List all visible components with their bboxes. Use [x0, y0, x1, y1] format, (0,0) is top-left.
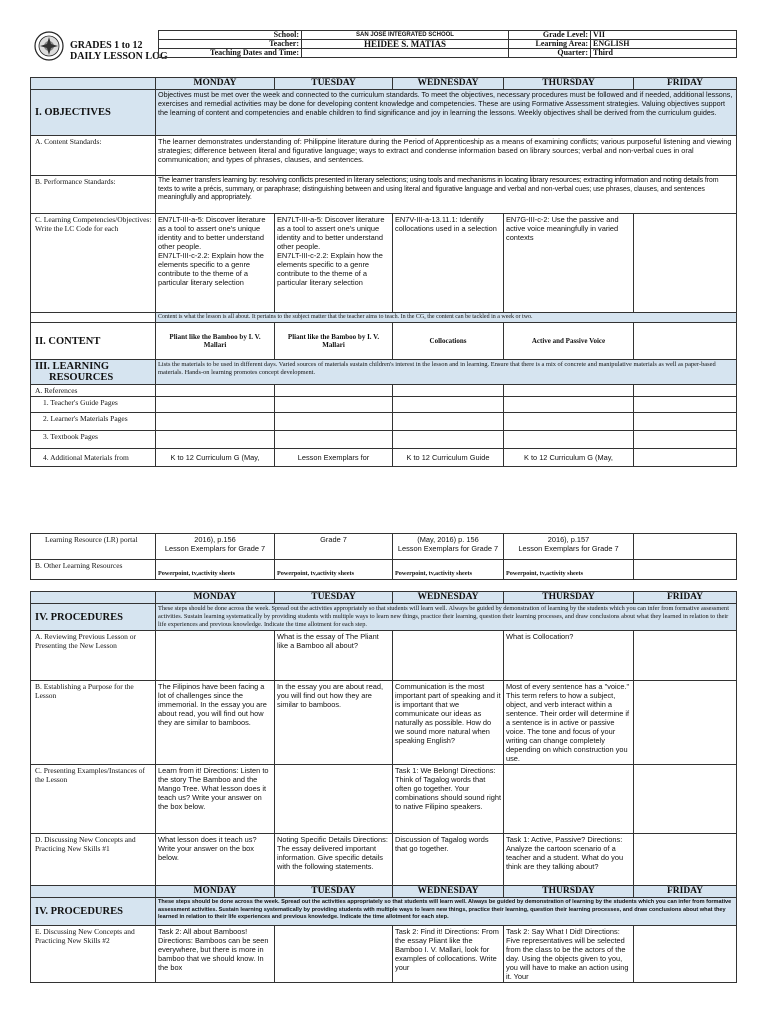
lr-portal-label: Learning Resource (LR) portal — [31, 534, 156, 560]
competency-thursday: EN7G-III-c-2: Use the passive and active voice meaningfully in varied contexts — [504, 214, 634, 313]
presenting-tuesday — [275, 765, 393, 834]
reviewing-wednesday — [393, 631, 504, 681]
day-header-thursday: THURSDAY — [504, 592, 634, 604]
teacher-label: Teacher: — [159, 40, 302, 49]
grade-level-value: VII — [591, 31, 737, 40]
reviewing-lesson-label: A. Reviewing Previous Lesson or Presenting the New Lesson — [31, 631, 156, 681]
lr-portal-friday — [634, 534, 737, 560]
other-resources-friday — [634, 560, 737, 580]
additional-materials-tuesday: Lesson Exemplars for — [275, 449, 393, 467]
grade-level-label: Grade Level: — [509, 31, 591, 40]
content-heading: II. CONTENT — [31, 323, 156, 360]
day-header-monday: MONDAY — [156, 592, 275, 604]
reviewing-monday — [156, 631, 275, 681]
presenting-monday: Learn from it! Directions: Listen to the story The Bamboo and the Mango Tree. What lesson does it teach us? Write your answer on the box below. — [156, 765, 275, 834]
day-header-wednesday: WEDNESDAY — [393, 592, 504, 604]
discussing1-friday — [634, 834, 737, 891]
school-value: SAN JOSE INTEGRATED SCHOOL — [302, 31, 509, 40]
teaching-dates-label: Teaching Dates and Time: — [159, 49, 302, 58]
discussing2-monday: Task 2: All about Bamboos! Directions: Bamboos can be seen everywhere, but there is more in bamboo that we should know. In the box — [156, 926, 275, 983]
school-label: School: — [159, 31, 302, 40]
deped-seal-logo — [34, 31, 64, 61]
discussing-skills-2-label: E. Discussing New Concepts and Practicing New Skills #2 — [31, 926, 156, 983]
day-header-thursday: THURSDAY — [504, 78, 634, 90]
learning-resources-heading-line1: III. LEARNING — [35, 361, 110, 372]
presenting-examples-label: C. Presenting Examples/Instances of the Lesson — [31, 765, 156, 834]
teachers-guide-label: 1. Teacher's Guide Pages — [31, 397, 156, 413]
purpose-friday — [634, 681, 737, 765]
day-header-thursday: THURSDAY — [504, 886, 634, 898]
other-resources-wednesday: Powerpoint, tv,activity sheets — [393, 560, 504, 580]
learning-resources-note: Lists the materials to be used in different days. Varied sources of materials sustain children's interest in the lesson and in learning. Ensure that there is a mix of concrete and manipulative materials as well as paper-based materials. Hands-on learning promotes concept development. — [156, 360, 737, 385]
reviewing-thursday: What is Collocation? — [504, 631, 634, 681]
purpose-wednesday: Communication is the most important part of speaking and it is important that we communicate our ideas as naturally as possible. How do we sound more natural when speaking English? — [393, 681, 504, 765]
purpose-thursday: Most of every sentence has a "voice." This term refers to how a subject, object, and verb interact within a sentence. Their order will determine if a sentence is in active or passive voice. The tone and focus of your writing can change completely depending on which construction you use. — [504, 681, 634, 765]
discussing2-friday — [634, 926, 737, 983]
procedures-note: These steps should be done across the week. Spread out the activities appropriately so that students will learn well. Always be guided by demonstration of learning by the students which you can infer from formative assessment activities. Sustain learning systematically by providing students with multiple ways to learn new things, practice their learning, question their learning processes, and draw conclusions about what they learned in relation to their life experiences and previous knowledge. Indicate the time allotment for each step. — [156, 898, 737, 926]
teacher-value: HEIDEE S. MATIAS — [302, 40, 509, 49]
learning-area-label: Learning Area: — [509, 40, 591, 49]
discussing2-wednesday: Task 2: Find it! Directions: From the essay Pliant like the Bamboo I. V. Mallari, look for examples of collocations. Write your — [393, 926, 504, 983]
presenting-wednesday: Task 1: We Belong! Directions: Think of Tagalog words that often go together. Your combinations should sound right to native Filipino speakers. — [393, 765, 504, 834]
lr-portal-tuesday: Grade 7 — [275, 534, 393, 560]
competency-monday: EN7LT-III-a-5: Discover literature as a tool to assert one's unique identity and to better understand other people. EN7LT-III-c-2.2: Explain how the elements specific to a genre contribute to the theme of a particular literary selection — [156, 214, 275, 313]
discussing1-thursday: Task 1: Active, Passive? Directions: Analyze the cartoon scenario of a teacher and a student. What do you think are they talking about? — [504, 834, 634, 891]
discussing2-thursday: Task 2: Say What I Did! Directions: Five representatives will be selected from the class to be the actors of the day. Using the objects given to you, you will have to make an action using it. Your — [504, 926, 634, 983]
additional-materials-thursday: K to 12 Curriculum G (May, — [504, 449, 634, 467]
day-header-friday: FRIDAY — [634, 592, 737, 604]
lr-portal-thursday: 2016), p.157 Lesson Exemplars for Grade 7 — [504, 534, 634, 560]
content-standards-label: A. Content Standards: — [31, 136, 156, 176]
presenting-thursday — [504, 765, 634, 834]
day-header-wednesday: WEDNESDAY — [393, 78, 504, 90]
lesson-log-table-1 — [30, 77, 737, 467]
procedures-heading: IV. PROCEDURES — [31, 604, 156, 631]
title-line-1: GRADES 1 to 12 — [70, 40, 143, 51]
day-header-wednesday: WEDNESDAY — [393, 886, 504, 898]
content-wednesday: Collocations — [393, 323, 504, 360]
procedures-heading: IV. PROCEDURES — [31, 898, 156, 926]
references-label: A. References — [31, 385, 156, 397]
other-resources-thursday: Powerpoint, tv,activity sheets — [504, 560, 634, 580]
establishing-purpose-label: B. Establishing a Purpose for the Lesson — [31, 681, 156, 765]
content-friday — [634, 323, 737, 360]
discussing1-monday: What lesson does it teach us? Write your answer on the box below. — [156, 834, 275, 891]
lesson-log-table-2 — [30, 533, 737, 580]
learning-resources-heading — [31, 360, 156, 385]
quarter-value: Third — [591, 49, 737, 58]
competency-tuesday: EN7LT-III-a-5: Discover literature as a tool to assert one's unique identity and to better understand other people. EN7LT-III-c-2.2: Explain how the elements specific to a genre contribute to the theme of a particular literary selection — [275, 214, 393, 313]
competency-friday — [634, 214, 737, 313]
content-monday: Pliant like the Bamboo by I. V. Mallari — [156, 323, 275, 360]
other-resources-monday: Powerpoint, tv,activity sheets — [156, 560, 275, 580]
purpose-tuesday: In the essay you are about read, you will find out how they are similar to bamboos. — [275, 681, 393, 765]
additional-materials-label: 4. Additional Materials from — [31, 449, 156, 467]
document-title — [70, 40, 168, 62]
additional-materials-wednesday: K to 12 Curriculum Guide — [393, 449, 504, 467]
objectives-heading: I. OBJECTIVES — [31, 90, 156, 136]
performance-standards-text: The learner transfers learning by: resolving conflicts presented in literary selections; using tools and mechanisms in locating library resources; extracting information and noting details from texts to write a précis, summary, or paraphrase; distinguishing between and using literal and figurative language and verbal and non-verbal cues; use phrases, clauses, and sentences meaningfully and appropriately. — [156, 176, 737, 214]
other-resources-label: B. Other Learning Resources — [31, 560, 156, 580]
objectives-note: Objectives must be met over the week and connected to the curriculum standards. To meet the objectives, necessary procedures must be followed and if needed, additional lessons, exercises and remedial activities may be done for developing content knowledge and competencies. These are using Formative Assessment strategies. Valuing objectives support the learning of content and competencies and enable children to find significance and joy in learning the lessons. Weekly objectives shall be derived from the curriculum guides. — [156, 90, 737, 136]
other-resources-tuesday: Powerpoint, tv,activity sheets — [275, 560, 393, 580]
additional-materials-monday: K to 12 Curriculum G (May, — [156, 449, 275, 467]
reviewing-tuesday: What is the essay of The Pliant like a Bamboo all about? — [275, 631, 393, 681]
lr-portal-monday: 2016), p.156 Lesson Exemplars for Grade 7 — [156, 534, 275, 560]
title-line-2: DAILY LESSON LOG — [70, 51, 168, 62]
learning-resources-heading-line2: RESOURCES — [49, 372, 114, 383]
day-header-friday: FRIDAY — [634, 886, 737, 898]
teaching-dates-value — [302, 49, 509, 58]
day-header-tuesday: TUESDAY — [275, 592, 393, 604]
performance-standards-label: B. Performance Standards: — [31, 176, 156, 214]
competencies-label: C. Learning Competencies/Objectives: Write the LC Code for each — [31, 214, 156, 313]
day-header-friday: FRIDAY — [634, 78, 737, 90]
lesson-log-table-4 — [30, 885, 737, 983]
lesson-log-table-3 — [30, 591, 737, 891]
discussing1-wednesday: Discussion of Tagalog words that go together. — [393, 834, 504, 891]
discussing1-tuesday: Noting Specific Details Directions: The essay delivered important information. Give specific details with the following statements. — [275, 834, 393, 891]
additional-materials-friday — [634, 449, 737, 467]
competency-wednesday: EN7V-III-a-13.11.1: Identify collocations used in a selection — [393, 214, 504, 313]
discussing-skills-1-label: D. Discussing New Concepts and Practicing New Skills #1 — [31, 834, 156, 891]
content-thursday: Active and Passive Voice — [504, 323, 634, 360]
purpose-monday: The Filipinos have been facing a lot of challenges since the immemorial. In the essay you are about read, you will find out how they are similar to bamboos. — [156, 681, 275, 765]
procedures-note: These steps should be done across the week. Spread out the activities appropriately so that students will learn well. Always be guided by demonstration of learning by the students which you can infer from formative assessment activities. Sustain learning systematically by providing students with multiple ways to learn new things, practice their learning, question their learning processes, and draw conclusions about what they learned in relation to their life experiences and previous knowledge. Indicate the time allotment for each step. — [156, 604, 737, 631]
content-note: Content is what the lesson is all about. It pertains to the subject matter that the teacher aims to teach. In the CG, the content can be tackled in a week or two. — [156, 313, 737, 323]
content-standards-text: The learner demonstrates understanding of: Philippine literature during the Period of Apprenticeship as a means of examining conflicts; various purposeful listening and viewing strategies; difference between literal and figurative language; ways to extract and condense information based on library sources; verbal and non-verbal cues in oral communication; and types of phrases, clauses, and sentences. — [156, 136, 737, 176]
learning-area-value: ENGLISH — [591, 40, 737, 49]
textbook-pages-label: 3. Textbook Pages — [31, 431, 156, 449]
day-header-tuesday: TUESDAY — [275, 78, 393, 90]
day-header-monday: MONDAY — [156, 886, 275, 898]
learners-materials-label: 2. Learner's Materials Pages — [31, 413, 156, 431]
lr-portal-wednesday: (May, 2016) p. 156 Lesson Exemplars for Grade 7 — [393, 534, 504, 560]
reviewing-friday — [634, 631, 737, 681]
quarter-label: Quarter: — [509, 49, 591, 58]
header-info-table — [158, 30, 737, 58]
content-tuesday: Pliant like the Bamboo by I. V. Mallari — [275, 323, 393, 360]
day-header-tuesday: TUESDAY — [275, 886, 393, 898]
day-header-monday: MONDAY — [156, 78, 275, 90]
presenting-friday — [634, 765, 737, 834]
discussing2-tuesday — [275, 926, 393, 983]
